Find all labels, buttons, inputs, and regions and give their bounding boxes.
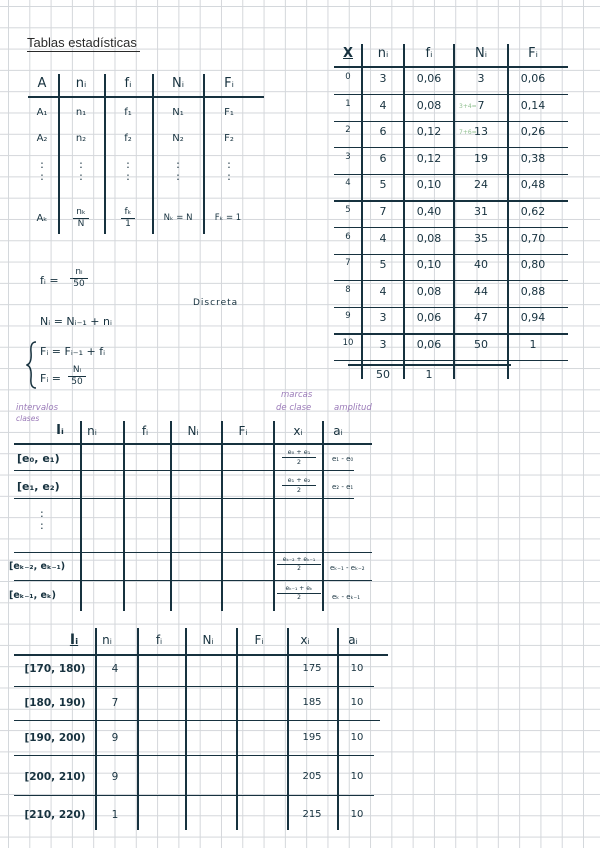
et-interval: [190, 200) <box>24 732 86 744</box>
it-header-Ii: Iᵢ <box>56 423 64 438</box>
table-cell-dots: : <box>126 158 130 171</box>
gt-nk-fraction: nₖ N <box>62 208 100 229</box>
dt-x-value: 2 <box>345 125 351 136</box>
table-cell: 0,12 <box>416 151 442 165</box>
table-cell: 205 <box>302 771 322 782</box>
table-cell: 0,12 <box>416 125 442 139</box>
table-cell: n₂ <box>75 133 87 144</box>
table-row-rule <box>334 333 568 334</box>
Ni-formula: Nᵢ = Nᵢ₋₁ + nᵢ <box>40 315 112 328</box>
table-cell: 0,10 <box>416 258 442 272</box>
gt-header-a: A <box>37 76 47 91</box>
et-interval: [170, 180) <box>24 663 86 675</box>
table-cell: n₁ <box>75 107 87 118</box>
dt-x-value: 7 <box>345 258 351 269</box>
table-cell: 7 <box>111 697 119 709</box>
table-cell: 6 <box>379 125 387 139</box>
et-interval: [200, 210) <box>24 771 86 783</box>
it-header-fi: fᵢ <box>141 424 149 438</box>
dt-x-value: 5 <box>345 205 351 215</box>
label-clases: clases <box>16 414 40 423</box>
table-cell: 1 <box>529 338 537 351</box>
table-cell: 0,08 <box>416 284 442 298</box>
table-cell: 1 <box>111 809 119 821</box>
it-amplitude: eₖ₋₁ - eₖ₋₂ <box>330 564 365 572</box>
fi-formula-fraction: nᵢ 50 <box>68 268 90 289</box>
dt-x-value: 4 <box>345 178 351 189</box>
it-mark-fraction: e₀ + e₁ 2 <box>276 449 322 465</box>
table-cell: N₁ <box>172 107 184 118</box>
table-cell: 0,06 <box>416 338 442 351</box>
dt-total-fi: 1 <box>425 368 433 381</box>
table-cell: 7 <box>379 205 387 218</box>
table-cell: 13 <box>474 125 488 139</box>
table-cell: N₂ <box>172 133 184 144</box>
et-header-fi: fᵢ <box>155 633 163 647</box>
gt-header-Ni: Nᵢ <box>171 76 185 91</box>
table-cell: 31 <box>474 205 488 218</box>
table-row-rule <box>334 174 568 175</box>
table-cell: 0,40 <box>416 205 442 218</box>
table-cell: A₁ <box>36 107 48 118</box>
dt-header-Fi: Fᵢ <box>528 46 538 61</box>
dt-header-Ni: Nᵢ <box>474 46 488 61</box>
table-cell: 4 <box>111 663 119 675</box>
it-interval: [eₖ₋₁, eₖ) <box>9 590 56 601</box>
table-cell: 195 <box>302 732 322 743</box>
table-cell-dots: : <box>79 158 83 171</box>
table-row-rule <box>334 280 568 281</box>
table-cell: 0,10 <box>416 178 442 192</box>
it-header-ni: nᵢ <box>87 424 97 438</box>
et-interval: [210, 220) <box>24 809 86 821</box>
it-header-xi: xᵢ <box>293 424 303 438</box>
et-header-rule <box>14 654 388 656</box>
table-cell: 19 <box>474 151 488 165</box>
dt-x-value: 6 <box>345 231 351 242</box>
table-cell: 3 <box>379 72 387 85</box>
it-interval: [eₖ₋₂, eₖ₋₁) <box>9 561 66 572</box>
dt-total-rule <box>348 364 511 366</box>
table-row-rule <box>334 307 568 308</box>
table-cell: 4 <box>379 98 387 112</box>
table-row-rule <box>334 227 568 228</box>
dt-x-value: 9 <box>345 311 351 322</box>
table-cell: 4 <box>379 284 387 298</box>
table-row-rule <box>334 94 568 95</box>
brace-icon <box>26 340 38 390</box>
table-cell: 35 <box>474 231 488 245</box>
title-underline <box>27 51 140 52</box>
dt-header-rule <box>334 66 568 68</box>
fi-formula-lhs: fᵢ = <box>40 274 59 287</box>
it-header-Fi: Fᵢ <box>238 424 248 438</box>
table-cell: A₂ <box>36 133 48 144</box>
Fi-formula-1: Fᵢ = Fᵢ₋₁ + fᵢ <box>40 345 106 358</box>
et-header-ni: nᵢ <box>102 633 112 647</box>
Fi-formula-2-lhs: Fᵢ = <box>40 372 62 385</box>
table-cell-dots: : <box>40 158 44 171</box>
it-interval: [e₁, e₂) <box>17 480 60 493</box>
et-header-Fi: Fᵢ <box>254 633 264 647</box>
table-cell: 0,94 <box>520 311 546 325</box>
et-header-xi: xᵢ <box>300 633 310 647</box>
table-cell: F₂ <box>224 133 234 144</box>
table-cell: 9 <box>111 771 119 783</box>
table-cell: 5 <box>379 258 387 272</box>
gt-header-rule <box>28 96 264 98</box>
it-header-rule <box>14 443 372 445</box>
gt-header-ni: nᵢ <box>75 76 87 91</box>
table-cell: Aₖ <box>36 213 48 224</box>
table-cell: 10 <box>350 697 364 708</box>
table-cell: 0,06 <box>520 72 546 85</box>
table-row-rule <box>334 147 568 148</box>
dt-total-ni: 50 <box>376 368 390 381</box>
table-cell: 0,62 <box>520 205 546 218</box>
it-mark-fraction: eₖ₋₂ + eₖ₋₁ 2 <box>274 557 324 572</box>
table-cell: 10 <box>350 732 364 743</box>
table-cell: f₁ <box>124 107 132 118</box>
table-cell: 0,26 <box>520 125 546 139</box>
table-cell: 40 <box>474 258 488 272</box>
it-mark-fraction: e₁ + e₂ 2 <box>276 477 322 493</box>
label-intervalos: intervalos <box>16 403 59 413</box>
table-cell: 4 <box>379 231 387 245</box>
table-cell: 215 <box>302 809 322 820</box>
table-cell: 50 <box>474 338 488 351</box>
table-cell: 0,70 <box>520 231 546 245</box>
it-header-ai: aᵢ <box>333 424 343 438</box>
table-cell: 0,06 <box>416 311 442 325</box>
et-interval: [180, 190) <box>24 697 86 709</box>
Fi-formula-2-fraction: Nᵢ 50 <box>66 366 88 387</box>
gt-header-Fi: Fᵢ <box>224 76 234 91</box>
it-interval-dots: : <box>40 507 44 520</box>
et-header-ai: aᵢ <box>348 633 358 647</box>
table-row-rule <box>334 200 568 201</box>
table-cell: Fₖ = 1 <box>214 213 242 223</box>
it-header-Ni: Nᵢ <box>187 424 199 438</box>
table-cell: 3 <box>379 338 387 351</box>
table-cell: 44 <box>474 284 488 298</box>
table-cell: 0,08 <box>416 231 442 245</box>
table-row-rule <box>334 360 568 361</box>
et-header-Ni: Nᵢ <box>202 633 214 647</box>
dt-header-ni: nᵢ <box>377 46 389 61</box>
table-cell-dots: : <box>227 158 231 171</box>
table-cell: 3 <box>477 72 485 85</box>
table-cell: 10 <box>350 809 364 820</box>
table-cell: Nₖ = N <box>163 213 193 223</box>
table-cell: 185 <box>302 697 322 708</box>
label-amplitud: amplitud <box>334 403 372 413</box>
table-cell: 5 <box>379 178 387 192</box>
table-cell: 3 <box>379 311 387 325</box>
table-cell: 175 <box>302 663 322 674</box>
it-amplitude: eₖ - eₖ₋₁ <box>332 593 361 601</box>
table-cell: 0,38 <box>520 151 546 165</box>
table-cell: 0,48 <box>520 178 546 192</box>
table-cell: 0,88 <box>520 284 546 298</box>
dt-x-value: 1 <box>345 98 351 109</box>
label-de-clase: de clase <box>276 403 312 413</box>
table-cell: 24 <box>474 178 488 192</box>
table-cell: 0,08 <box>416 98 442 112</box>
dt-header-fi: fᵢ <box>425 46 433 61</box>
dt-header-x: X <box>342 46 354 61</box>
table-cell: 0,80 <box>520 258 546 272</box>
table-cell: 7 <box>477 98 485 112</box>
it-amplitude: e₂ - e₁ <box>332 483 354 491</box>
table-cell: 10 <box>350 771 364 782</box>
it-mark-fraction: eₖ₋₁ + eₖ 2 <box>274 586 324 601</box>
table-row-rule <box>334 121 568 122</box>
dt-x-value: 10 <box>342 338 354 348</box>
et-header-Ii: Iᵢ <box>69 632 79 648</box>
dt-x-value: 3 <box>345 151 351 162</box>
discreta-label: Discreta <box>193 298 239 308</box>
table-cell: f₂ <box>124 133 132 144</box>
table-cell: F₁ <box>224 107 234 118</box>
table-cell: 0,06 <box>416 72 442 85</box>
table-cell: 9 <box>111 732 119 744</box>
gt-fk-fraction: fₖ 1 <box>108 208 148 229</box>
dt-calc-note: 3+4= <box>459 103 477 110</box>
page-title: Tablas estadísticas <box>27 35 137 50</box>
it-amplitude: e₁ - e₀ <box>332 455 354 463</box>
label-marcas: marcas <box>281 390 313 400</box>
table-cell: 0,14 <box>520 98 546 112</box>
table-cell: 6 <box>379 151 387 165</box>
table-row-rule <box>334 254 568 255</box>
table-cell: 10 <box>350 663 364 674</box>
table-cell-dots: : <box>176 158 180 171</box>
it-interval: [e₀, e₁) <box>17 452 60 465</box>
dt-x-value: 0 <box>345 72 351 82</box>
dt-x-value: 8 <box>345 284 351 295</box>
gt-header-fi: fᵢ <box>124 76 132 91</box>
dt-calc-note: 7+6= <box>459 129 477 136</box>
table-cell: 47 <box>474 311 488 325</box>
